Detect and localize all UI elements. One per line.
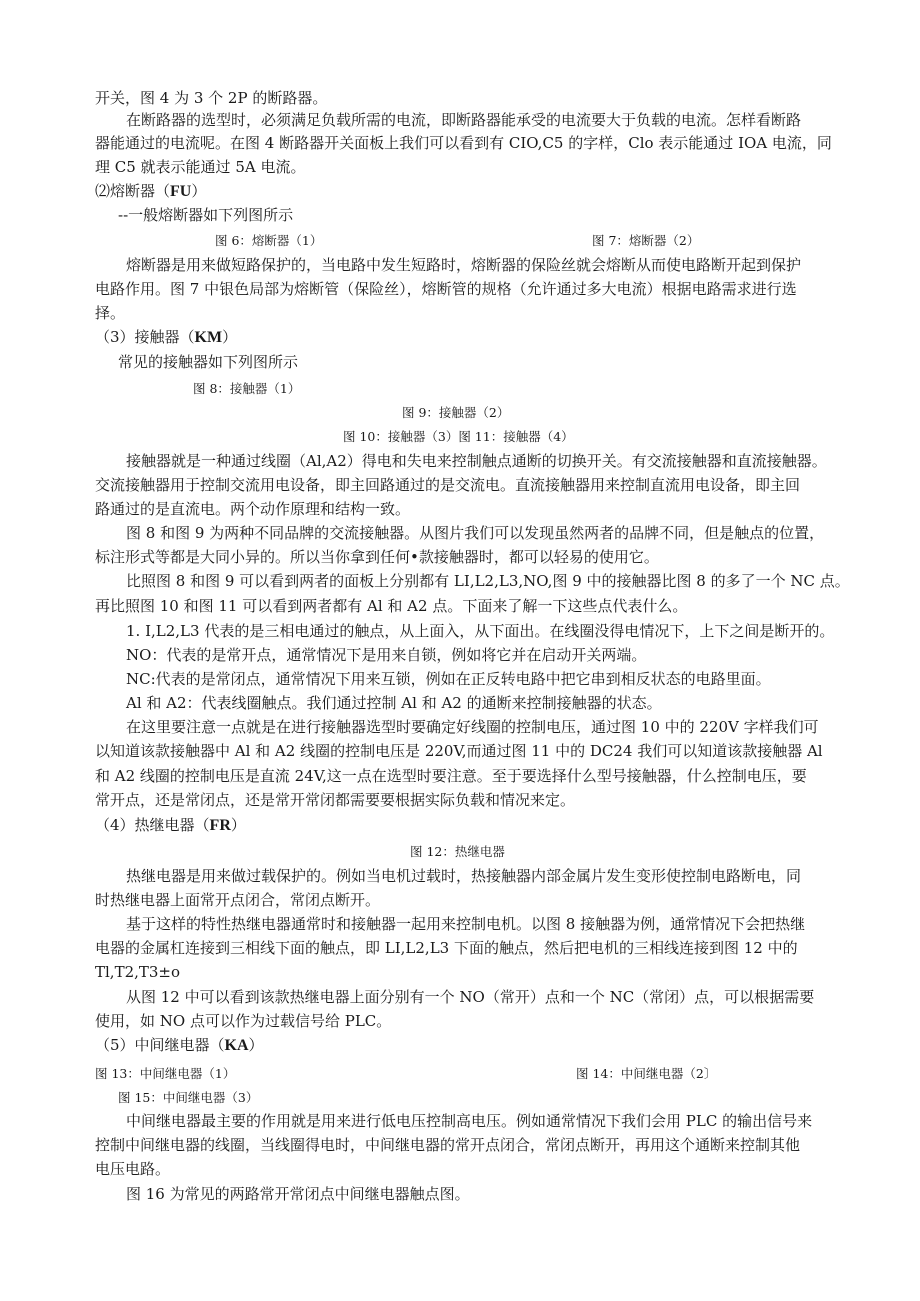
paragraph-line: 在断路器的选型时，必须满足负载所需的电流，即断路器能承受的电流要大于负载的电流。怎样看断路 <box>126 111 802 129</box>
figure-caption: 图 8：接触器（1） <box>193 381 301 396</box>
paragraph-line: 再比照图 10 和图 11 可以看到两者都有 Al 和 A2 点。下面来了解一下这些点代表什么。 <box>95 597 688 615</box>
section-heading-fuse: ⑵熔断器（FU） <box>95 182 207 200</box>
paragraph-line: 热继电器是用来做过载保护的。例如当电机过载时，热接触器内部金属片发生变形使控制电路断电，同 <box>126 867 802 885</box>
paragraph-line: 基于这样的特性热继电器通常时和接触器一起用来控制电机。以图 8 接触器为例，通常情况下会把热继 <box>126 915 806 933</box>
paragraph-line: 控制中间继电器的线圈，当线圈得电时，中间继电器的常开点闭合，常闭点断开，再用这个通断来控制其他 <box>95 1136 801 1154</box>
figure-caption: 图 6：熔断器（1） <box>215 233 323 248</box>
section-heading-intermediate-relay: （5）中间继电器（KA） <box>95 1036 264 1054</box>
figure-caption: 图 7：熔断器（2） <box>592 233 700 248</box>
paragraph-line: 以知道该款接触器中 Al 和 A2 线圈的控制电压是 220V,而通过图 11 中的 DC24 我们可以知道该款接触器 Al <box>95 742 823 760</box>
paragraph-line: 熔断器是用来做短路保护的，当电路中发生短路时，熔断器的保险丝就会熔断从而使电路断开起到保护 <box>126 256 802 274</box>
figure-caption: 图 12：热继电器 <box>410 844 505 859</box>
paragraph-line: 和 A2 线圈的控制电压是直流 24V,这一点在选型时要注意。至于要选择什么型号接触器，什么控制电压，要 <box>95 767 807 785</box>
paragraph-line: 图 16 为常见的两路常开常闭点中间继电器触点图。 <box>126 1185 470 1203</box>
paragraph-line: 在这里要注意一点就是在进行接触器选型时要确定好线圈的控制电压，通过图 10 中的 220V 字样我们可 <box>126 718 819 736</box>
paragraph-line: 接触器就是一种通过线圈（Al,A2）得电和失电来控制触点通断的切换开关。有交流接触器和直流接触器。 <box>126 452 827 470</box>
paragraph-line: 常见的接触器如下列图所示 <box>118 353 299 371</box>
paragraph-line: 比照图 8 和图 9 可以看到两者的面板上分别都有 LI,L2,L3,NO,图 9 中的接触器比图 8 的多了一个 NC 点。 <box>126 572 850 590</box>
paragraph-line: 时热继电器上面常开点闭合，常闭点断开。 <box>95 891 381 909</box>
paragraph-line: 1. I,L2,L3 代表的是三相电通过的触点，从上面入，从下面出。在线圈没得电情况下，上下之间是断开的。 <box>126 622 835 640</box>
paragraph-line: 电压电路。 <box>95 1160 171 1178</box>
section-heading-contactor: （3）接触器（KM） <box>95 328 238 346</box>
paragraph-line: 开关，图 4 为 3 个 2P 的断路器。 <box>95 89 328 107</box>
figure-caption: 图 13：中间继电器（1） <box>95 1066 236 1081</box>
paragraph-line: Al 和 A2：代表线圈触点。我们通过控制 Al 和 A2 的通断来控制接触器的状态。 <box>126 694 662 712</box>
paragraph-line: 标注形式等都是大同小异的。所以当你拿到任何•款接触器时，都可以轻易的使用它。 <box>95 548 659 566</box>
paragraph-line: 从图 12 中可以看到该款热继电器上面分别有一个 NO（常开）点和一个 NC（常闭）点，可以根据需要 <box>126 988 815 1006</box>
paragraph-line: NC:代表的是常闭点，通常情况下用来互锁，例如在正反转电路中把它串到相反状态的电路里面。 <box>126 670 771 688</box>
paragraph-line: 交流接触器用于控制交流用电设备，即主回路通过的是交流电。直流接触器用来控制直流用电设备，即主回 <box>95 476 801 494</box>
paragraph-line: 理 C5 就表示能通过 5A 电流。 <box>95 158 306 176</box>
paragraph-line: 图 8 和图 9 为两种不同品牌的交流接触器。从图片我们可以发现虽然两者的品牌不同，但是触点的位置， <box>126 524 825 542</box>
paragraph-line: 电器的金属杠连接到三相线下面的触点，即 LI,L2,L3 下面的触点，然后把电机的三相线连接到图 12 中的 <box>95 939 798 957</box>
paragraph-line: 择。 <box>95 304 126 322</box>
paragraph-line: 路通过的是直流电。两个动作原理和结构一致。 <box>95 500 411 518</box>
paragraph-line: --一般熔断器如下列图所示 <box>118 206 294 224</box>
paragraph-line: 常开点，还是常闭点，还是常开常闭都需要要根据实际负载和情况来定。 <box>95 791 576 809</box>
section-heading-thermal-relay: （4）热继电器（FR） <box>95 816 246 834</box>
figure-caption: 图 15：中间继电器（3） <box>118 1090 259 1105</box>
paragraph-line: Tl,T2,T3±o <box>95 963 181 981</box>
figure-caption: 图 10：接触器（3）图 11：接触器（4） <box>343 429 574 444</box>
paragraph-line: 电路作用。图 7 中银色局部为熔断管（保险丝），熔断管的规格（允许通过多大电流）根据电路需求进行选 <box>95 280 797 298</box>
figure-caption: 图 9：接触器（2） <box>402 405 510 420</box>
paragraph-line: NO：代表的是常开点，通常情况下是用来自锁，例如将它并在启动开关两端。 <box>126 646 647 664</box>
paragraph-line: 中间继电器最主要的作用就是用来进行低电压控制高电压。例如通常情况下我们会用 PLC 的输出信号来 <box>126 1112 813 1130</box>
figure-caption: 图 14：中间继电器（2〕 <box>576 1066 717 1081</box>
paragraph-line: 器能通过的电流呢。在图 4 断路器开关面板上我们可以看到有 CIO,C5 的字样，Clo 表示能通过 IOA 电流，同 <box>95 134 832 152</box>
paragraph-line: 使用，如 NO 点可以作为过载信号给 PLC。 <box>95 1012 392 1030</box>
